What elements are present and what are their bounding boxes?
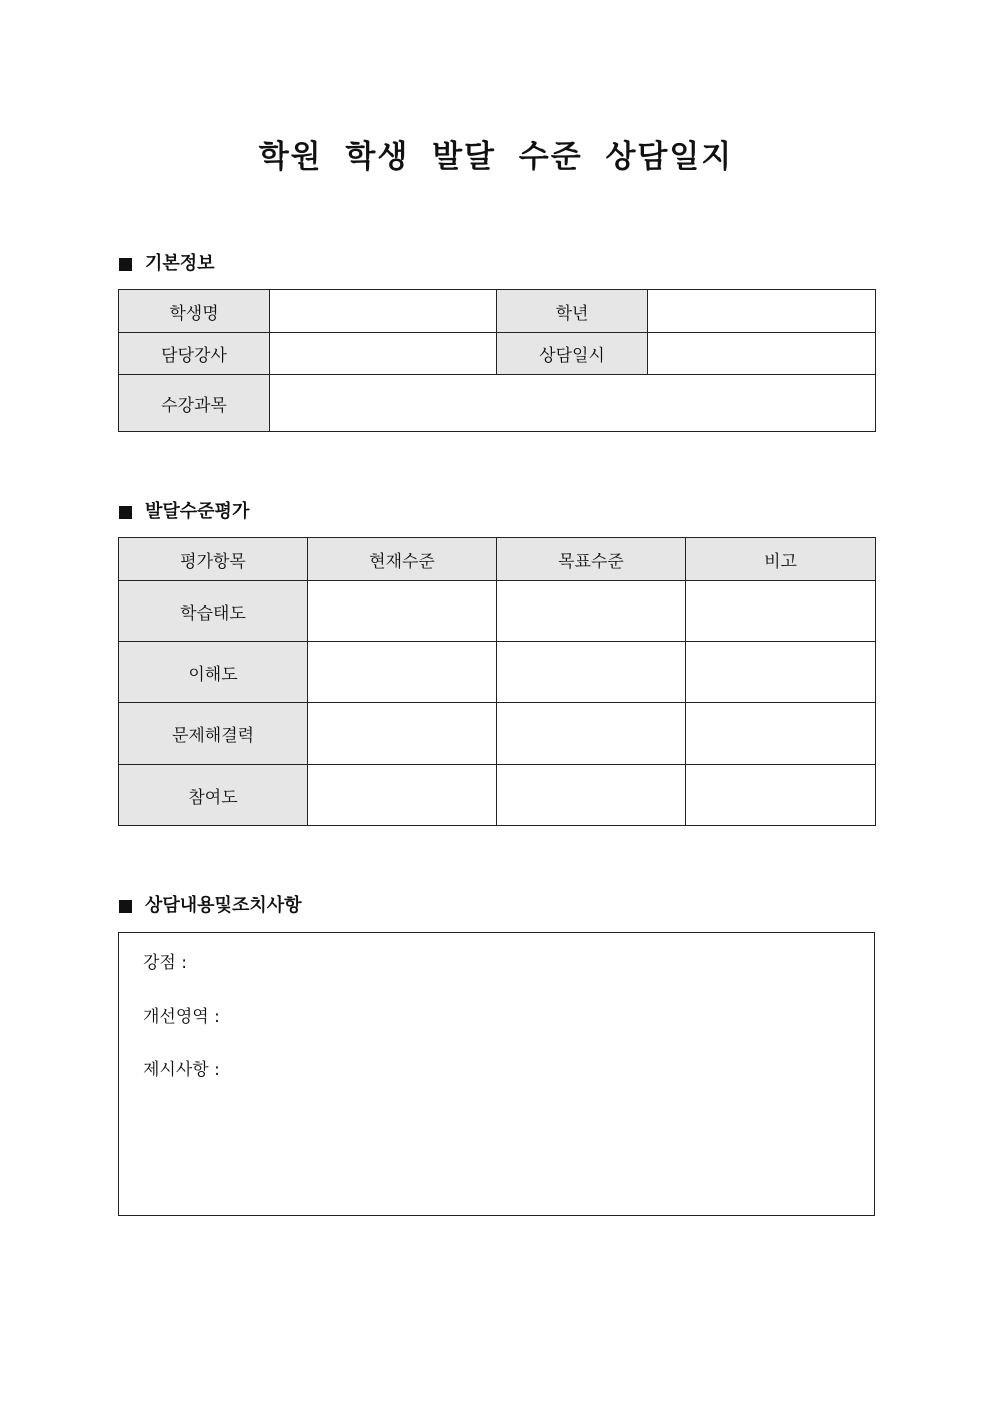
column-header: 평가항목 [119, 538, 308, 581]
grade-field[interactable] [648, 290, 876, 333]
evaluation-heading-text: 발달수준평가 [145, 501, 250, 522]
improvement-area-line: 개선영역 : [143, 1007, 220, 1027]
current-level-field[interactable] [308, 765, 497, 826]
target-level-field[interactable] [497, 765, 686, 826]
page-title: 학원 학생 발달 수준 상담일지 [258, 139, 734, 175]
table-header-row [119, 538, 876, 581]
table-row [119, 290, 876, 333]
note-field[interactable] [686, 703, 876, 765]
subjects-label: 수강과목 [119, 375, 270, 432]
current-level-field[interactable] [308, 703, 497, 765]
basic-info-heading-text: 기본정보 [145, 253, 215, 274]
counsel-heading-text: 상담내용및조치사항 [145, 895, 302, 916]
column-header: 목표수준 [497, 538, 686, 581]
suggestions-line: 제시사항 : [143, 1060, 220, 1080]
counsel-notes-box[interactable] [118, 932, 875, 1216]
evaluation-item-label: 이해도 [119, 642, 308, 703]
counsel-datetime-label: 상담일시 [497, 333, 648, 375]
target-level-field[interactable] [497, 642, 686, 703]
square-bullet-icon [119, 900, 132, 913]
evaluation-item-label: 문제해결력 [119, 703, 308, 765]
counsel-heading [119, 893, 302, 919]
evaluation-table [118, 537, 876, 826]
current-level-field[interactable] [308, 642, 497, 703]
current-level-field[interactable] [308, 581, 497, 642]
target-level-field[interactable] [497, 703, 686, 765]
target-level-field[interactable] [497, 581, 686, 642]
note-field[interactable] [686, 642, 876, 703]
table-row [119, 333, 876, 375]
student-name-label: 학생명 [119, 290, 270, 333]
note-field[interactable] [686, 581, 876, 642]
evaluation-heading [119, 499, 249, 525]
table-row [119, 581, 876, 642]
basic-info-table [118, 289, 876, 432]
teacher-field[interactable] [270, 333, 497, 375]
grade-label: 학년 [497, 290, 648, 333]
teacher-label: 담당강사 [119, 333, 270, 375]
table-row [119, 703, 876, 765]
basic-info-heading [119, 251, 215, 277]
evaluation-item-label: 참여도 [119, 765, 308, 826]
column-header: 비고 [686, 538, 876, 581]
square-bullet-icon [119, 506, 132, 519]
table-row [119, 765, 876, 826]
square-bullet-icon [119, 258, 132, 271]
table-row [119, 375, 876, 432]
column-header: 현재수준 [308, 538, 497, 581]
table-row [119, 642, 876, 703]
note-field[interactable] [686, 765, 876, 826]
counsel-datetime-field[interactable] [648, 333, 876, 375]
strengths-line: 강점 : [143, 953, 187, 973]
evaluation-item-label: 학습태도 [119, 581, 308, 642]
student-name-field[interactable] [270, 290, 497, 333]
subjects-field[interactable] [270, 375, 876, 432]
